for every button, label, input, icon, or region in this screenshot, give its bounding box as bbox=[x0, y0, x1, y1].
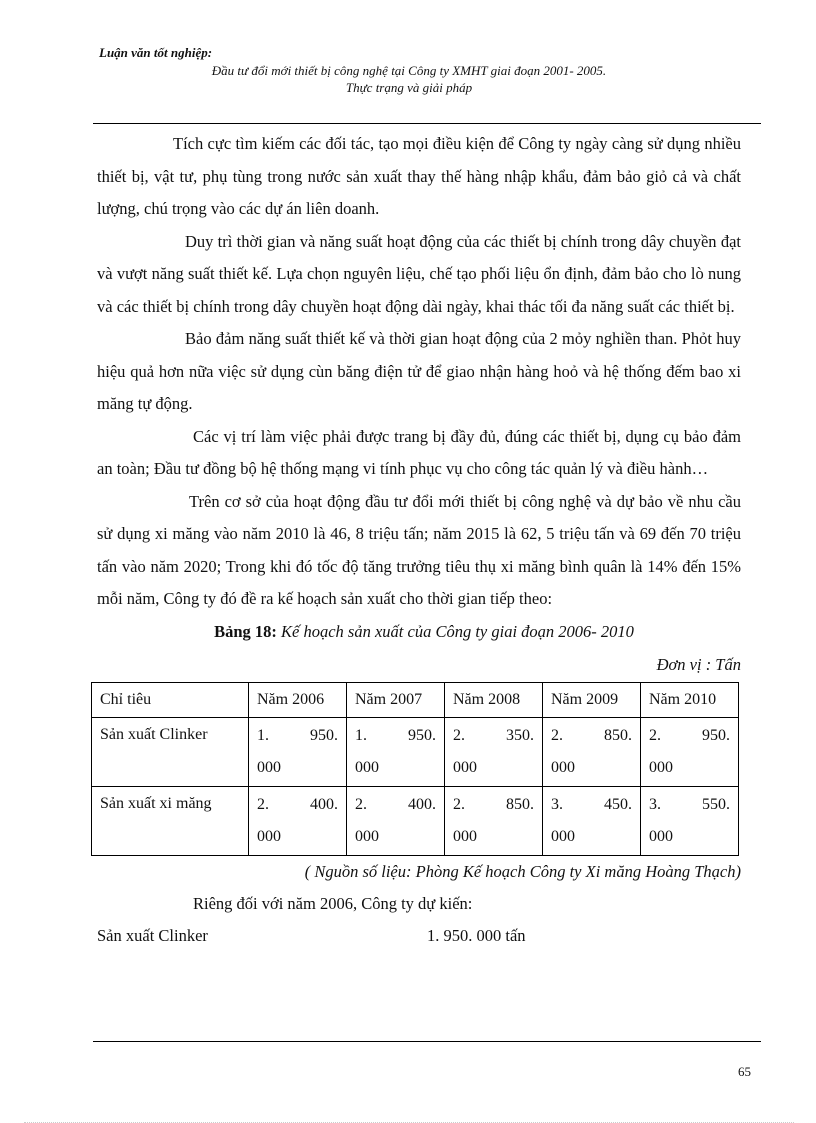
paragraph: Trên cơ sở của hoạt động đầu tư đổi mới thiết bị công nghệ và dự bảo về nhu cầu sử dụng xi măng vào năm 2010 là 46, 8 triệu tấn; năm 2015 là 62, 5 triệu tấn và 69 đến 70 triệu tấn vào năm 2020; Trong khi đó tốc độ tăng trưởng tiêu thụ xi măng bình quân là 14% đến 15% mỗi năm, Công ty đó đề ra kế hoạch sản xuất cho thời gian tiếp theo: bbox=[97, 491, 741, 608]
table-cell: 2. 350. 000 bbox=[445, 717, 543, 786]
header-rule bbox=[93, 123, 761, 124]
header-label: Luận văn tốt nghiệp: bbox=[99, 45, 213, 60]
table-row bbox=[92, 717, 739, 786]
plan-item-label: Sản xuất Clinker bbox=[97, 925, 208, 945]
table-cell: 2. 950. 000 bbox=[641, 717, 739, 786]
document-body bbox=[97, 128, 741, 952]
table-header-cell: Chỉ tiêu bbox=[92, 682, 249, 717]
table-cell: 1. 950. 000 bbox=[249, 717, 347, 786]
table-caption-text: Kế hoạch sản xuất của Công ty giai đoạn 2006- 2010 bbox=[276, 621, 634, 641]
plan-item-value: 1. 950. 000 tấn bbox=[427, 925, 526, 945]
table-row bbox=[92, 786, 739, 855]
paragraph: Bảo đảm năng suất thiết kế và thời gian hoạt động của 2 mỏy nghiền than. Phỏt huy hiệu quả hơn nữa việc sử dụng cùn băng điện tử để giao nhận hàng hoỏ và hệ thống đếm bao xi măng tự động. bbox=[97, 329, 741, 413]
paragraph: Tích cực tìm kiếm các đối tác, tạo mọi điều kiện để Công ty ngày càng sử dụng nhiều thiết bị, vật tư, phụ tùng trong nước sản xuất thay thế hàng nhập khẩu, đảm bảo giỏ cả và chất lượng, chú trọng vào các dự án liên doanh. bbox=[97, 134, 741, 218]
table-header-cell: Năm 2010 bbox=[641, 682, 739, 717]
plan-item bbox=[97, 920, 741, 952]
table-cell: 3. 550. 000 bbox=[641, 786, 739, 855]
table-cell: 2. 850. 000 bbox=[543, 717, 641, 786]
header-title: Đầu tư đổi mới thiết bị công nghệ tại Công ty XMHT giai đoạn 2001- 2005. bbox=[211, 63, 607, 78]
table-cell: 2. 400. 000 bbox=[249, 786, 347, 855]
table-source: ( Nguồn số liệu: Phòng Kế hoạch Công ty Xi măng Hoàng Thạch) bbox=[304, 861, 741, 881]
table-cell: 1. 950. 000 bbox=[347, 717, 445, 786]
row-label: Sản xuất xi măng bbox=[92, 786, 249, 855]
table-caption-label: Bảng 18: bbox=[214, 621, 277, 641]
paragraph: Duy trì thời gian và năng suất hoạt động của các thiết bị chính trong dây chuyền đạt và vượt năng suất thiết kế. Lựa chọn nguyên liệu, chế tạo phối liệu ổn định, đảm bảo cho lò nung và các thiết bị chính trong dây chuyền hoạt động dài ngày, khai thác tối đa năng suất các thiết bị. bbox=[97, 231, 741, 316]
table-header-cell: Năm 2008 bbox=[445, 682, 543, 717]
header-subtitle: Thực trạng và giải pháp bbox=[345, 80, 473, 95]
table-cell: 2. 400. 000 bbox=[347, 786, 445, 855]
table-unit: Đơn vị : Tấn bbox=[656, 654, 741, 674]
row-label: Sản xuất Clinker bbox=[92, 717, 249, 786]
table-header-cell: Năm 2007 bbox=[347, 682, 445, 717]
page-number: 65 bbox=[738, 1064, 751, 1079]
table-header-cell: Năm 2009 bbox=[543, 682, 641, 717]
after-table-intro: Riêng đối với năm 2006, Công ty dự kiến: bbox=[193, 893, 473, 913]
table-header-row bbox=[92, 682, 739, 717]
table-header-cell: Năm 2006 bbox=[249, 682, 347, 717]
table-caption bbox=[97, 616, 741, 648]
production-plan-table bbox=[91, 682, 739, 856]
paragraph: Các vị trí làm việc phải được trang bị đầy đủ, đúng các thiết bị, dụng cụ bảo đảm an toàn; Đầu tư đồng bộ hệ thống mạng vi tính phục vụ cho công tác quản lý và điều hành… bbox=[97, 426, 741, 478]
page-header bbox=[99, 44, 719, 96]
table-cell: 2. 850. 000 bbox=[445, 786, 543, 855]
table-cell: 3. 450. 000 bbox=[543, 786, 641, 855]
footer-rule bbox=[93, 1041, 761, 1042]
